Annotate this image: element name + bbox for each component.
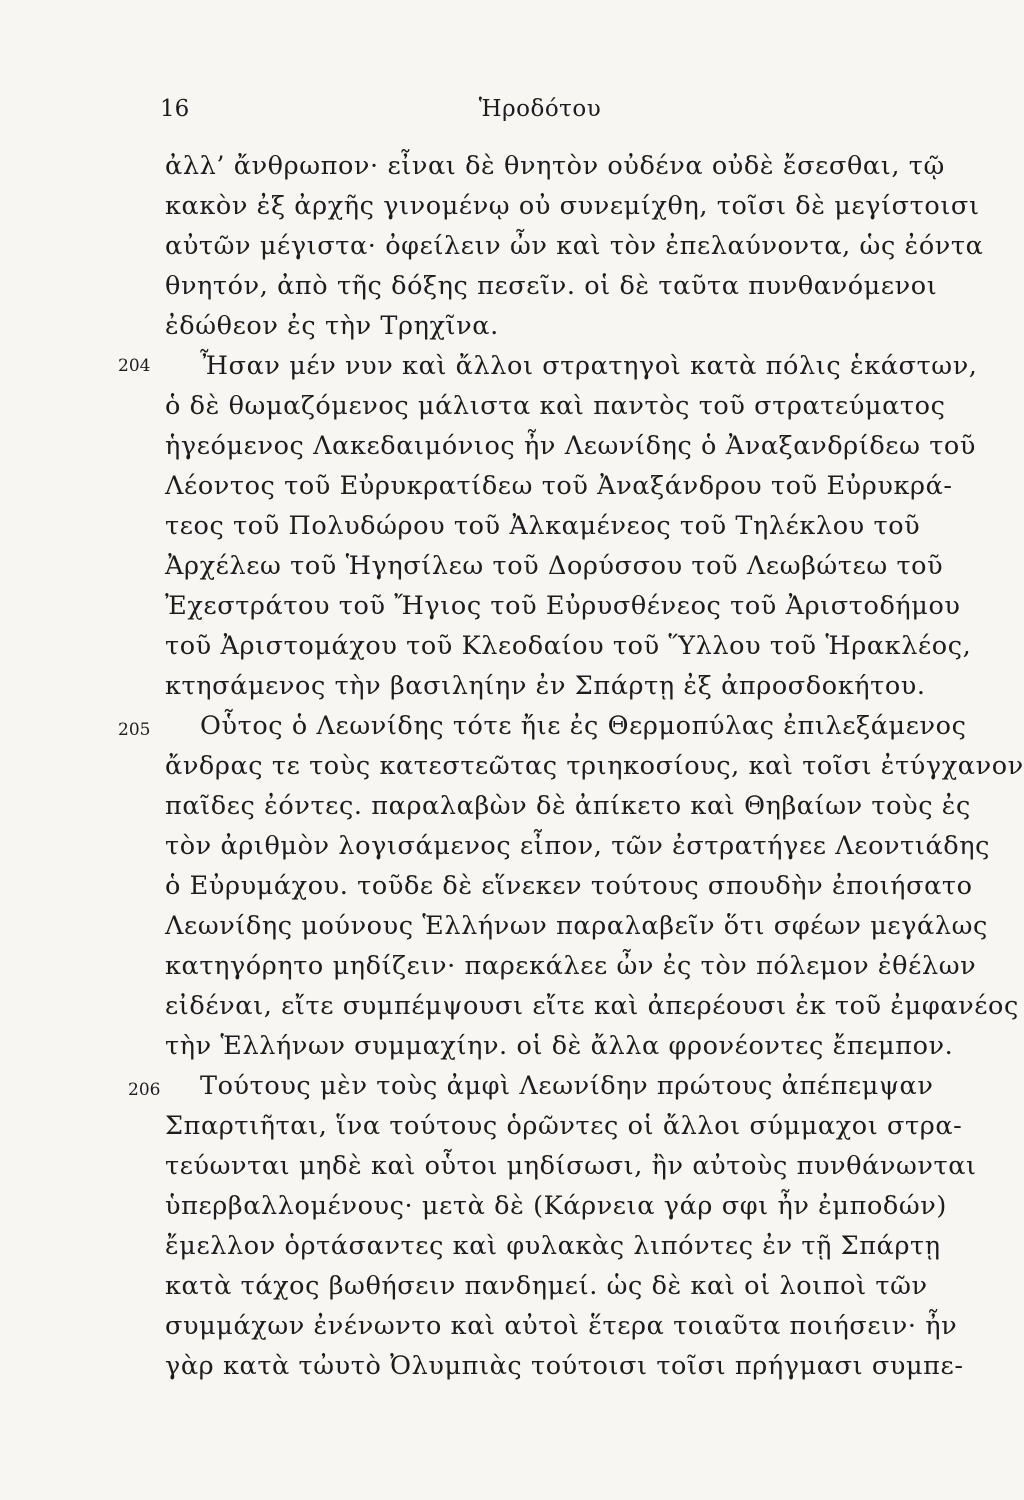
text-line: ἔμελλον ὁρτάσαντες καὶ φυλακὰς λιπόντες ἐν τῇ Σπάρτῃ <box>165 1231 941 1261</box>
text-line: Λεωνίδης μούνους Ἑλλήνων παραλαβεῖν ὅτι σφέων μεγάλως <box>165 911 988 941</box>
text-line: ἐδώθεον ἐς τὴν Τρηχῖνα. <box>165 311 499 341</box>
text-line: κτησάμενος τὴν βασιληίην ἐν Σπάρτῃ ἐξ ἀπροσδοκήτου. <box>165 671 926 701</box>
section-number: 205 <box>118 720 151 740</box>
text-line: Οὗτος ὁ Λεωνίδης τότε ἤιε ἐς Θερμοπύλας ἐπιλεξάμενος <box>200 711 967 741</box>
section-number: 206 <box>128 1080 161 1100</box>
text-line: ἀλλ’ ἄνθρωπον· εἶναι δὲ θνητὸν οὐδένα οὐδὲ ἔσεσθαι, τῷ <box>165 151 945 181</box>
text-line: τεύωνται μηδὲ καὶ οὗτοι μηδίσωσι, ἢν αὐτοὺς πυνθάνωνται <box>165 1151 977 1181</box>
text-line: συμμάχων ἐνένωντο καὶ αὐτοὶ ἕτερα τοιαῦτα ποιήσειν· ἦν <box>165 1311 958 1341</box>
text-line: κατὰ τάχος βωθήσειν πανδημεί. ὡς δὲ καὶ οἱ λοιποὶ τῶν <box>165 1271 928 1301</box>
text-line: ἡγεόμενος Λακεδαιμόνιος ἦν Λεωνίδης ὁ Ἀναξανδρίδεω τοῦ <box>165 431 976 461</box>
text-line: γὰρ κατὰ τὠυτὸ Ὀλυμπιὰς τούτοισι τοῖσι πρήγμασι συμπε- <box>165 1351 964 1381</box>
text-line: Τούτους μὲν τοὺς ἀμφὶ Λεωνίδην πρώτους ἀπέπεμψαν <box>200 1071 934 1101</box>
section-number: 204 <box>118 356 151 376</box>
text-line: ὁ δὲ θωμαζόμενος μάλιστα καὶ παντὸς τοῦ στρατεύματος <box>165 391 946 421</box>
page-number: 16 <box>160 96 190 122</box>
text-line: Λέοντος τοῦ Εὐρυκρατίδεω τοῦ Ἀναξάνδρου τοῦ Εὐρυκρά- <box>165 471 953 501</box>
running-title: Ἡροδότου <box>478 96 602 122</box>
text-line: ὁ Εὐρυμάχου. τοῦδε δὲ εἵνεκεν τούτους σπουδὴν ἐποιήσατο <box>165 871 973 901</box>
text-line: παῖδες ἐόντες. παραλαβὼν δὲ ἀπίκετο καὶ Θηβαίων τοὺς ἐς <box>165 791 971 821</box>
text-line: Ἀρχέλεω τοῦ Ἡγησίλεω τοῦ Δορύσσου τοῦ Λεωβώτεω τοῦ <box>165 551 944 581</box>
text-line: κακὸν ἐξ ἀρχῆς γινομένῳ οὐ συνεμίχθη, τοῖσι δὲ μεγίστοισι <box>165 191 980 221</box>
text-line: θνητόν, ἀπὸ τῆς δόξης πεσεῖν. οἱ δὲ ταῦτα πυνθανόμενοι <box>165 271 938 301</box>
text-line: τοῦ Ἀριστομάχου τοῦ Κλεοδαίου τοῦ Ὕλλου τοῦ Ἡρακλέος, <box>165 631 972 661</box>
text-line: ἄνδρας τε τοὺς κατεστεῶτας τριηκοσίους, καὶ τοῖσι ἐτύγχανον <box>165 751 1024 781</box>
text-line: τὸν ἀριθμὸν λογισάμενος εἶπον, τῶν ἐστρατήγεε Λεοντιάδης <box>165 831 990 861</box>
text-line: αὐτῶν μέγιστα· ὀφείλειν ὦν καὶ τὸν ἐπελαύνοντα, ὡς ἐόντα <box>165 231 984 261</box>
text-line: Σπαρτιῆται, ἵνα τούτους ὁρῶντες οἱ ἄλλοι σύμμαχοι στρα- <box>165 1111 963 1141</box>
text-line: Ἐχεστράτου τοῦ Ἤγιος τοῦ Εὐρυσθένεος τοῦ Ἀριστοδήμου <box>165 591 961 621</box>
page-header <box>160 96 920 136</box>
text-line: ὑπερβαλλομένους· μετὰ δὲ (Κάρνεια γάρ σφι ἦν ἐμποδών) <box>165 1191 947 1221</box>
text-line: κατηγόρητο μηδίζειν· παρεκάλεε ὦν ἐς τὸν πόλεμον ἐθέλων <box>165 951 977 981</box>
text-line: Ἦσαν μέν νυν καὶ ἄλλοι στρατηγοὶ κατὰ πόλις ἑκάστων, <box>200 351 978 381</box>
text-line: εἰδέναι, εἴτε συμπέμψουσι εἴτε καὶ ἀπερέουσι ἐκ τοῦ ἐμφανέος <box>165 991 1019 1021</box>
text-line: τὴν Ἑλλήνων συμμαχίην. οἱ δὲ ἄλλα φρονέοντες ἔπεμπον. <box>165 1031 954 1061</box>
text-line: τεος τοῦ Πολυδώρου τοῦ Ἀλκαμένεος τοῦ Τηλέκλου τοῦ <box>165 511 921 541</box>
